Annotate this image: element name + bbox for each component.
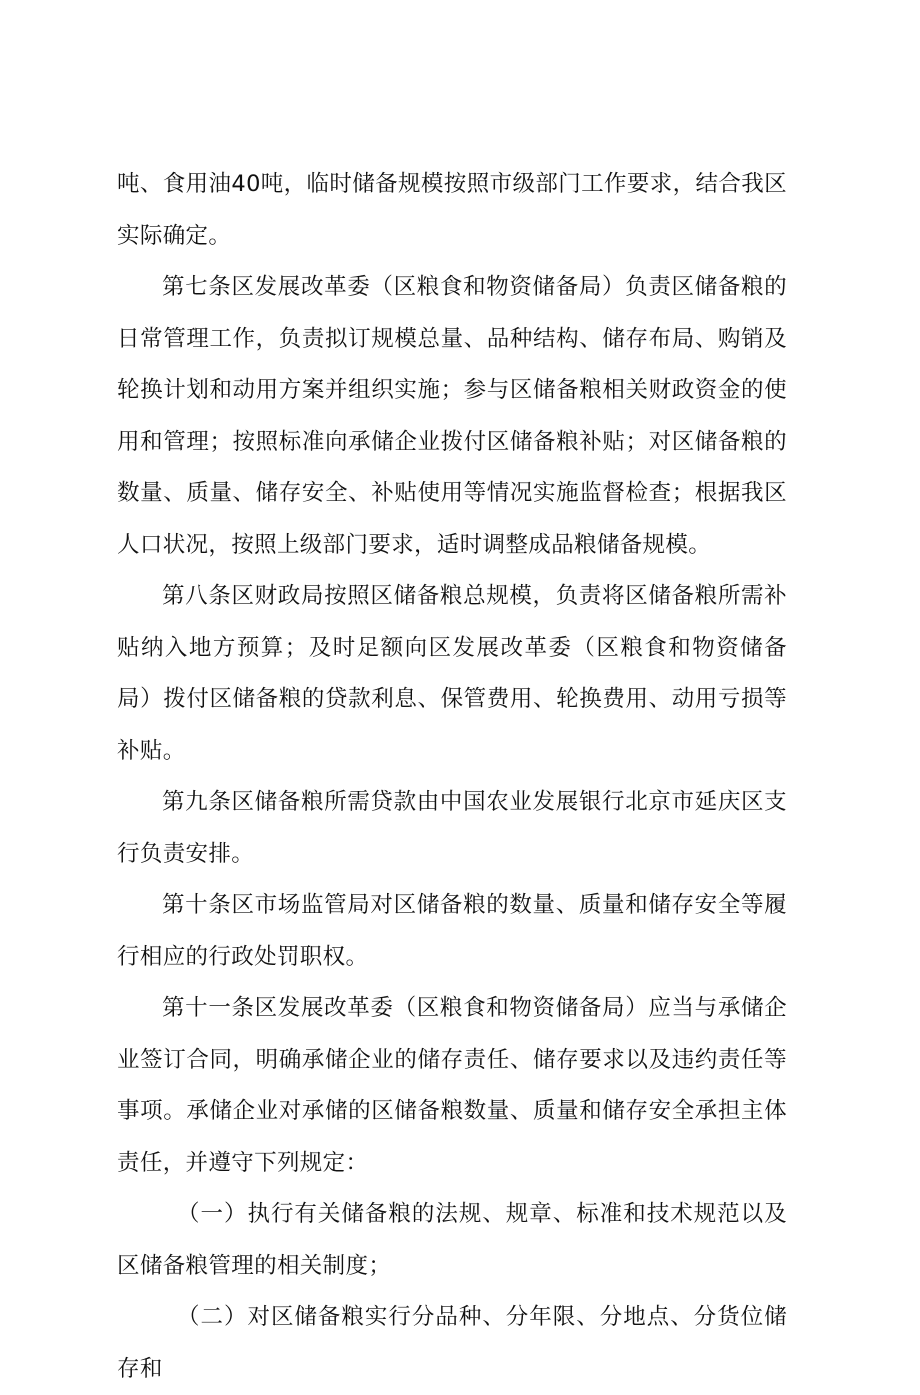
paragraph-article-11: 第十一条区发展改革委（区粮食和物资储备局）应当与承储企业签订合同，明确承储企业的储存责任、储存要求以及违约责任等事项。承储企业对承储的区储备粮数量、质量和储存安全承担主体责任，并遵守下列规定： — [117, 995, 787, 1176]
paragraph-item-2: （二）对区储备粮实行分品种、分年限、分地点、分货位储存和 — [117, 1304, 787, 1382]
paragraph-item-1: （一）执行有关储备粮的法规、规章、标准和技术规范以及区储备粮管理的相关制度； — [117, 1201, 787, 1279]
paragraph-article-8: 第八条区财政局按照区储备粮总规模，负责将区储备粮所需补贴纳入地方预算；及时足额向区发展改革委（区粮食和物资储备局）拨付区储备粮的贷款利息、保管费用、轮换费用、动用亏损等补贴。 — [117, 583, 787, 764]
paragraph-continuation: 吨、食用油40吨，临时储备规模按照市级部门工作要求，结合我区实际确定。 — [117, 171, 787, 249]
paragraph-article-7: 第七条区发展改革委（区粮食和物资储备局）负责区储备粮的日常管理工作，负责拟订规模总量、品种结构、储存布局、购销及轮换计划和动用方案并组织实施；参与区储备粮相关财政资金的使用和管理；按照标准向承储企业拨付区储备粮补贴；对区储备粮的数量、质量、储存安全、补贴使用等情况实施监督检查；根据我区人口状况，按照上级部门要求，适时调整成品粮储备规模。 — [117, 274, 787, 558]
document-page — [117, 159, 787, 1395]
paragraph-article-9: 第九条区储备粮所需贷款由中国农业发展银行北京市延庆区支行负责安排。 — [117, 789, 787, 867]
paragraph-article-10: 第十条区市场监管局对区储备粮的数量、质量和储存安全等履行相应的行政处罚职权。 — [117, 892, 787, 970]
